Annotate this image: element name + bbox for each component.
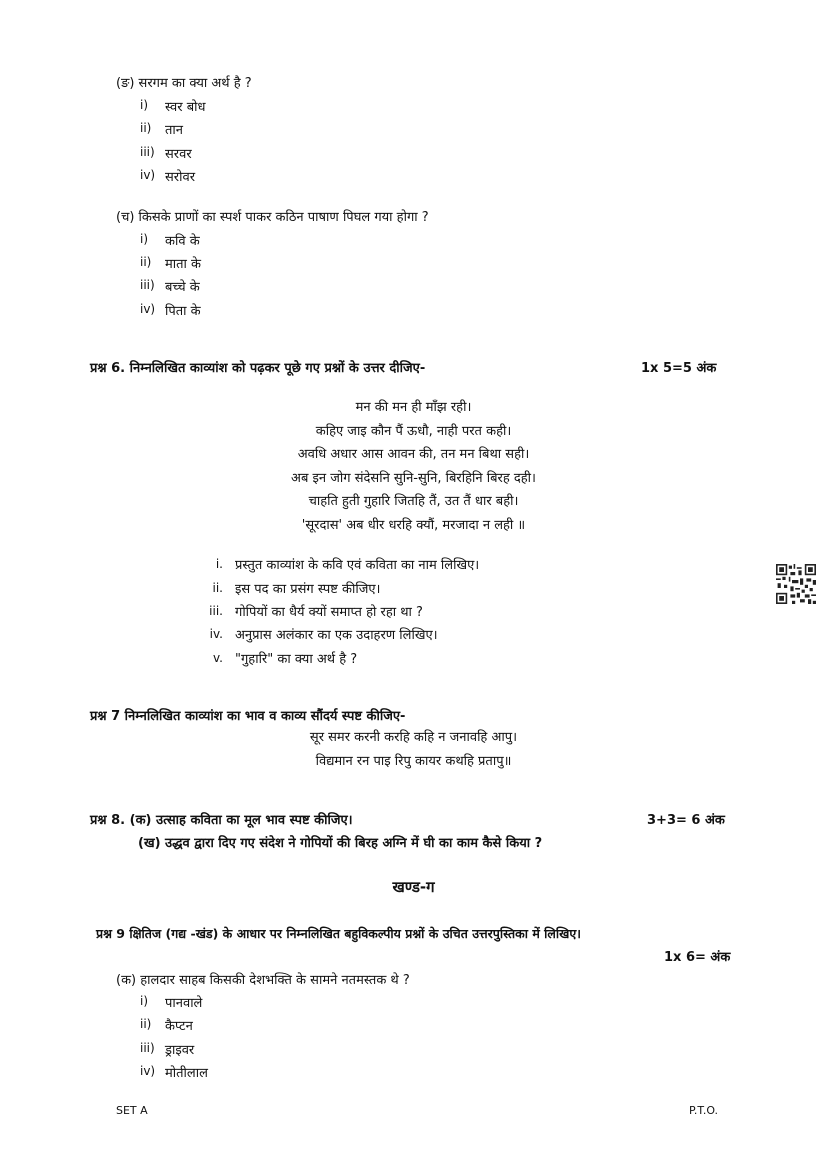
option-text: सरवर [165, 147, 192, 162]
option-number: iii) [140, 1041, 155, 1055]
option-number: i) [140, 232, 149, 246]
option-text: कवि के [165, 234, 200, 249]
option-number: iv) [140, 302, 156, 316]
option-number: ii) [140, 121, 152, 135]
footer-set: SET A [116, 1104, 148, 1117]
option-text: ड्राइवर [165, 1043, 195, 1058]
question-9k: (क) हालदार साहब किसकी देशभक्ति के सामने नतमस्तक थे ? [116, 973, 410, 988]
subquestion-number: v. [213, 651, 223, 665]
option-number: i) [140, 994, 149, 1008]
option-text: माता के [165, 257, 202, 272]
subquestion-text: "गुहारि" का क्या अर्थ है ? [235, 652, 358, 667]
subquestion-number: iii. [209, 604, 223, 618]
subquestion-text: अनुप्रास अलंकार का एक उदाहरण लिखिए। [235, 628, 438, 643]
question-9-marks: 1x 6= अंक [664, 950, 731, 965]
question-7-heading: प्रश्न 7 निम्नलिखित काव्यांश का भाव व काव्य सौंदर्य स्पष्ट कीजिए- [90, 709, 406, 724]
section-title: खण्ड-ग [392, 878, 435, 896]
option-number: i) [140, 98, 149, 112]
option-number: ii) [140, 255, 152, 269]
option-text: पानवाले [165, 996, 203, 1011]
poem-6 [0, 396, 827, 537]
option-text: सरोवर [165, 170, 196, 185]
option-text: पिता के [165, 304, 201, 319]
poem-line: अब इन जोग संदेसनि सुनि-सुनि, बिरहिनि बिरह दही। [291, 470, 536, 486]
poem-line: अवधि अधार आस आवन की, तन मन बिथा सही। [297, 447, 530, 462]
poem-line: विद्यमान रन पाइ रिपु कायर कथहि प्रतापु॥ [315, 753, 512, 769]
poem-7 [0, 726, 827, 773]
subquestion-number: ii. [212, 581, 223, 595]
option-number: iii) [140, 145, 155, 159]
question-8-marks: 3+3= 6 अंक [647, 813, 725, 828]
option-number: iv) [140, 168, 156, 182]
question-6-heading: प्रश्न 6. निम्नलिखित काव्यांश को पढ़कर पूछे गए प्रश्नों के उत्तर दीजिए- [90, 361, 426, 376]
poem-line: कहिए जाइ कौन पैं ऊधौ, नाही परत कही। [315, 423, 512, 439]
poem-line: 'सूरदास' अब धीर धरहि क्यौं, मरजादा न लही ॥ [301, 517, 526, 533]
question-8-part-kh: (ख) उद्धव द्वारा दिए गए संदेश ने गोपियों की बिरह अग्नि में घी का काम कैसे किया ? [138, 836, 543, 851]
poem-line: चाहति हुती गुहारि जितहि तैं, उत तैं धार बही। [308, 494, 519, 509]
subquestion-text: प्रस्तुत काव्यांश के कवि एवं कविता का नाम लिखिए। [235, 558, 480, 573]
qr-code-icon [776, 564, 816, 604]
option-text: बच्चे के [165, 280, 200, 295]
option-text: तान [165, 123, 183, 138]
option-text: मोतीलाल [165, 1066, 208, 1081]
option-number: iv) [140, 1064, 156, 1078]
option-text: कैप्टन [165, 1019, 193, 1034]
question-9-heading: प्रश्न 9 क्षितिज (गद्य -खंड) के आधार पर निम्नलिखित बहुविकल्पीय प्रश्नों के उचित उत्तरपुस्तिका में लिखिए। [96, 926, 581, 941]
question-5ch: (च) किसके प्राणों का स्पर्श पाकर कठिन पाषाण पिघल गया होगा ? [116, 210, 429, 225]
subquestion-text: गोपियों का धैर्य क्यों समाप्त हो रहा था ? [235, 605, 423, 620]
poem-line: मन की मन ही माँझ रही। [355, 400, 472, 415]
subquestion-text: इस पद का प्रसंग स्पष्ट कीजिए। [235, 582, 381, 597]
option-number: ii) [140, 1017, 152, 1031]
question-5e: (ङ) सरगम का क्या अर्थ है ? [116, 76, 252, 91]
option-number: iii) [140, 278, 155, 292]
footer-pto: P.T.O. [689, 1104, 719, 1117]
option-text: स्वर बोध [165, 100, 206, 115]
subquestion-number: iv. [209, 627, 223, 641]
subquestion-number: i. [215, 557, 223, 571]
question-8-heading: प्रश्न 8. (क) उत्साह कविता का मूल भाव स्पष्ट कीजिए। [90, 813, 353, 828]
poem-line: सूर समर करनी करहि कहि न जनावहि आपु। [309, 730, 518, 745]
question-6-marks: 1x 5=5 अंक [641, 361, 717, 376]
